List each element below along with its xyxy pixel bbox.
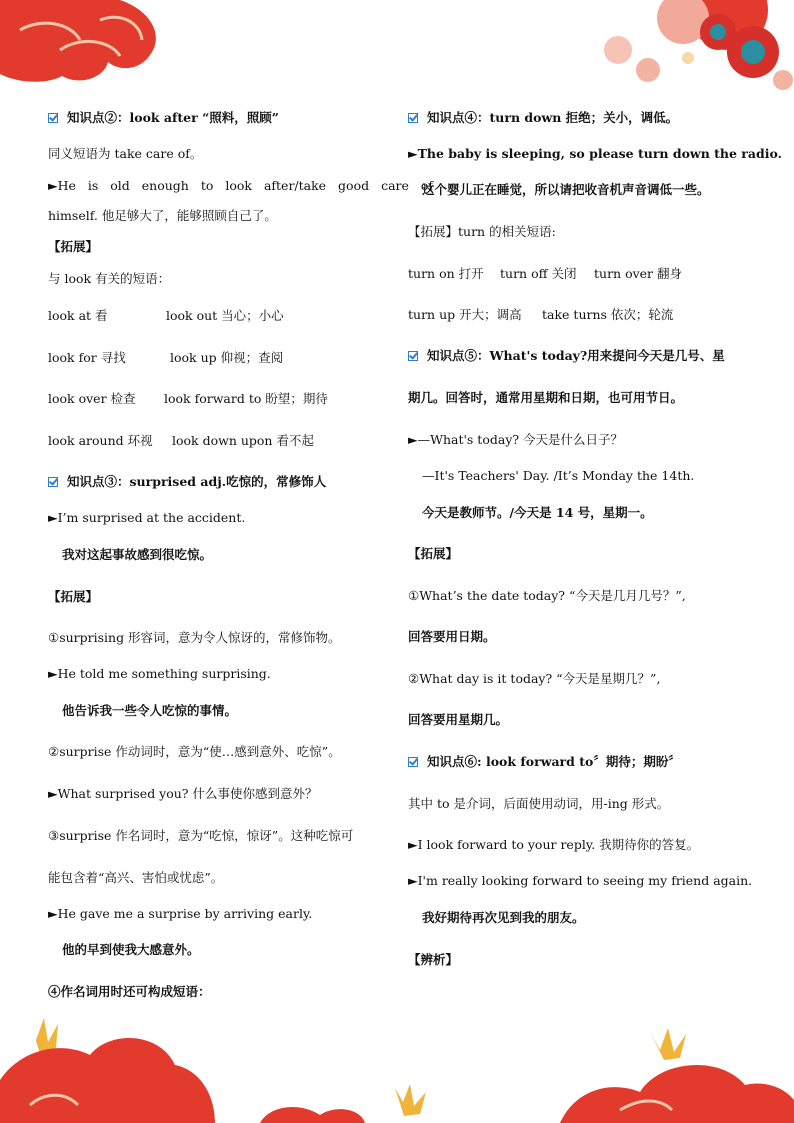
look-phrase: look at 看 bbox=[48, 308, 108, 323]
kp6-example1: ►I look forward to your reply. 我期待你的答复。 bbox=[408, 837, 700, 852]
kp6-note: 其中 to 是介词，后面使用动词，用-ing 形式。 bbox=[408, 796, 670, 811]
checkbox-icon bbox=[408, 351, 418, 361]
kp3-point1-en: ►He told me something surprising. bbox=[48, 666, 271, 681]
kp3-example-cn: 我对这起事故感到很吃惊。 bbox=[62, 547, 213, 562]
kp3-point4: ④作名词用时还可构成短语： bbox=[48, 984, 211, 999]
kp3-point3-line1: ③surprise 作名词时，意为“吃惊，惊讶”。这种吃惊可 bbox=[48, 828, 354, 843]
kp2-heading: 知识点②：look after “照料，照顾” bbox=[48, 109, 279, 127]
kp5-extension-label: 【拓展】 bbox=[408, 546, 459, 561]
kp6-differentiation-label: 【辨析】 bbox=[408, 952, 459, 967]
kp6-example2-en: ►I'm really looking forward to seeing my friend again. bbox=[408, 873, 753, 888]
kp5-heading-line1: 知识点⑤：What's today?用来提问今天是几号、星 bbox=[408, 347, 725, 365]
kp3-point2: ②surprise 作动词时，意为“使…感到意外、吃惊”。 bbox=[48, 744, 341, 759]
turn-phrase: turn up 开大；调高 bbox=[408, 307, 522, 322]
checkbox-icon bbox=[408, 757, 418, 767]
kp3-example-en: ►I’m surprised at the accident. bbox=[48, 510, 246, 525]
kp5-ext-point1: ①What’s the date today? “今天是几月几号？”, bbox=[408, 588, 686, 603]
turn-phrase: take turns 依次；轮流 bbox=[542, 307, 674, 322]
look-phrase: look down upon 看不起 bbox=[172, 433, 314, 448]
kp4-heading: 知识点④：turn down 拒绝；关小，调低。 bbox=[408, 109, 678, 127]
kp2-extension-label: 【拓展】 bbox=[48, 239, 99, 254]
kp6-example2-cn: 我好期待再次见到我的朋友。 bbox=[422, 910, 585, 925]
kp3-point3-en: ►He gave me a surprise by arriving early. bbox=[48, 906, 313, 921]
look-phrase: look out 当心；小心 bbox=[166, 308, 284, 323]
kp3-heading: 知识点③：surprised adj.吃惊的，常修饰人 bbox=[48, 473, 326, 491]
kp4-extension: 【拓展】turn 的相关短语: bbox=[408, 224, 556, 239]
flower-decoration-top-right bbox=[578, 0, 794, 96]
kp2-example-line2: himself. 他足够大了，能够照顾自己了。 bbox=[48, 208, 277, 223]
kp2-extension-intro: 与 look 有关的短语： bbox=[48, 271, 171, 286]
look-phrase: look over 检查 bbox=[48, 391, 136, 406]
look-phrase: look up 仰视；查阅 bbox=[170, 350, 284, 365]
kp3-point1-cn: 他告诉我一些令人吃惊的事情。 bbox=[62, 703, 238, 718]
look-phrase: look for 寻找 bbox=[48, 350, 126, 365]
kp4-example-cn: 这个婴儿正在睡觉，所以请把收音机声音调低一些。 bbox=[422, 182, 710, 197]
look-phrase: look around 环视 bbox=[48, 433, 153, 448]
kp3-point3-cn: 他的早到使我大感意外。 bbox=[62, 942, 200, 957]
turn-phrase: turn on 打开 bbox=[408, 266, 484, 281]
checkbox-icon bbox=[408, 113, 418, 123]
turn-phrase: turn over 翻身 bbox=[594, 266, 683, 281]
kp3-point2-en: ►What surprised you? 什么事使你感到意外？ bbox=[48, 786, 318, 801]
kp2-example-line1: ►He is old enough to look after/take good care of bbox=[48, 178, 434, 193]
turn-phrase: turn off 关闭 bbox=[500, 266, 577, 281]
cloud-decoration-top-left bbox=[0, 0, 170, 90]
cloud-decoration-bottom bbox=[0, 1010, 794, 1123]
checkbox-icon bbox=[48, 477, 58, 487]
kp5-question: ►—What's today? 今天是什么日子？ bbox=[408, 432, 624, 447]
kp3-point1: ①surprising 形容词，意为令人惊讶的，常修饰物。 bbox=[48, 630, 341, 645]
kp5-heading-line2: 期几。回答时，通常用星期和日期，也可用节日。 bbox=[408, 390, 684, 405]
kp4-example-en: ►The baby is sleeping, so please turn down the radio. bbox=[408, 146, 782, 161]
kp3-extension-label: 【拓展】 bbox=[48, 589, 99, 604]
kp5-answer-en: —It's Teachers' Day. /It’s Monday the 14th. bbox=[422, 468, 695, 483]
kp3-point3-line2: 能包含着“高兴、害怕或忧虑”。 bbox=[48, 870, 224, 885]
checkbox-icon bbox=[48, 113, 58, 123]
kp6-heading: 知识点⑥: look forward to〞期待；期盼〞 bbox=[408, 753, 681, 771]
kp5-ext-point1-answer: 回答要用日期。 bbox=[408, 629, 496, 644]
kp5-answer-cn: 今天是教师节。/今天是 14 号，星期一。 bbox=[422, 505, 653, 520]
kp2-synonym: 同义短语为 take care of。 bbox=[48, 146, 203, 161]
look-phrase: look forward to 盼望；期待 bbox=[164, 391, 328, 406]
kp5-ext-point2-answer: 回答要用星期几。 bbox=[408, 712, 509, 727]
kp5-ext-point2: ②What day is it today? “今天是星期几？”, bbox=[408, 671, 661, 686]
